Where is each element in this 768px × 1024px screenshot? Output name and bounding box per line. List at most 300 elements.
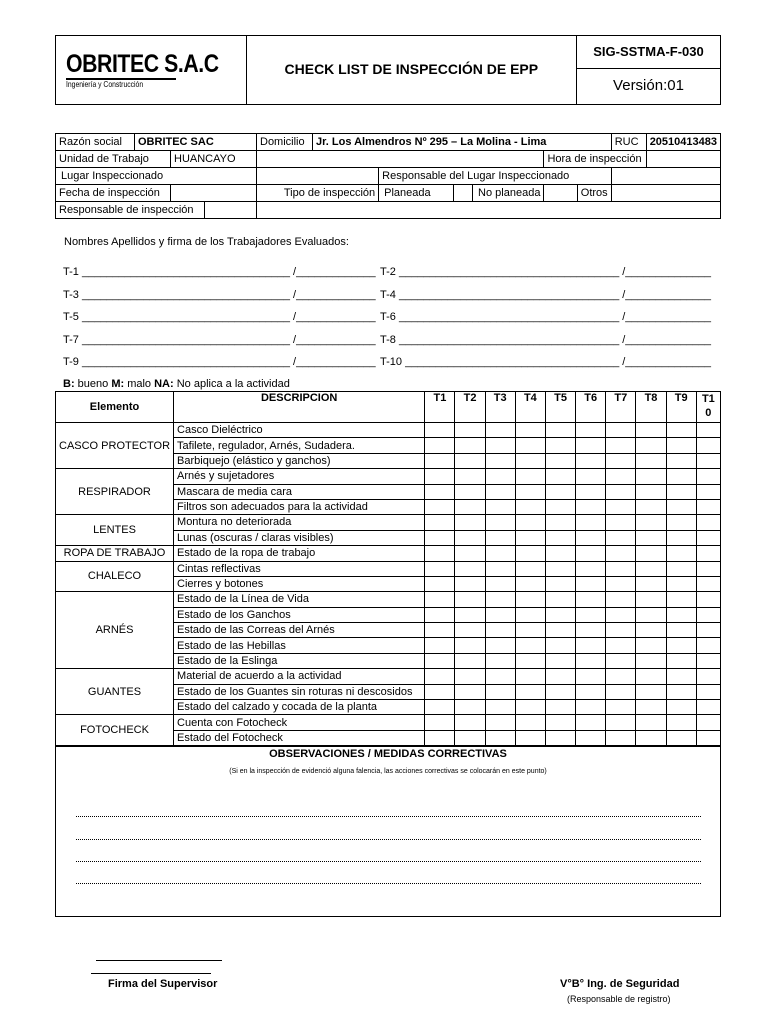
check-cell[interactable] — [636, 499, 666, 514]
check-cell[interactable] — [576, 730, 606, 745]
check-cell[interactable] — [545, 423, 575, 438]
check-cell[interactable] — [515, 669, 545, 684]
check-cell[interactable] — [636, 469, 666, 484]
check-cell[interactable] — [545, 684, 575, 699]
supervisor-signature-line-2[interactable] — [91, 973, 211, 974]
check-cell[interactable] — [696, 515, 720, 530]
description-cell: Barbiquejo (elástico y ganchos) — [174, 453, 425, 468]
check-cell[interactable] — [636, 638, 666, 653]
check-cell[interactable] — [666, 623, 696, 638]
col-t9-header: T9 — [666, 392, 696, 423]
description-cell: Material de acuerdo a la actividad — [174, 669, 425, 684]
check-cell[interactable] — [576, 453, 606, 468]
check-cell[interactable] — [455, 423, 485, 438]
check-cell[interactable] — [545, 653, 575, 668]
description-cell: Estado de las Correas del Arnés — [174, 623, 425, 638]
check-cell[interactable] — [485, 592, 515, 607]
check-cell[interactable] — [576, 469, 606, 484]
hora-field[interactable] — [646, 151, 720, 168]
worker-label: T-4 — [380, 289, 396, 301]
legend-m-text: malo — [124, 378, 155, 390]
check-cell[interactable] — [666, 638, 696, 653]
check-cell[interactable] — [515, 715, 545, 730]
description-cell: Cierres y botones — [174, 576, 425, 591]
check-cell[interactable] — [545, 592, 575, 607]
description-cell: Estado de la Eslinga — [174, 653, 425, 668]
check-cell[interactable] — [425, 469, 455, 484]
resp-insp-label: Responsable de inspección — [56, 202, 205, 218]
check-cell[interactable] — [576, 669, 606, 684]
check-cell[interactable] — [515, 438, 545, 453]
description-cell: Estado de los Guantes sin roturas ni descosidos — [174, 684, 425, 699]
check-cell[interactable] — [696, 607, 720, 622]
check-cell[interactable] — [425, 499, 455, 514]
check-cell[interactable] — [485, 546, 515, 561]
check-cell[interactable] — [425, 546, 455, 561]
check-cell[interactable] — [606, 469, 636, 484]
check-cell[interactable] — [666, 546, 696, 561]
check-cell[interactable] — [545, 546, 575, 561]
check-cell[interactable] — [515, 546, 545, 561]
check-cell[interactable] — [666, 576, 696, 591]
check-cell[interactable] — [515, 469, 545, 484]
unidad-value: HUANCAYO — [174, 152, 236, 165]
vb-safety-label: V°B° Ing. de Seguridad — [560, 978, 680, 990]
element-cell: RESPIRADOR — [56, 469, 174, 515]
resp-lugar-label: Responsable del Lugar Inspeccionado — [379, 168, 612, 185]
description-cell: Montura no deteriorada — [174, 515, 425, 530]
worker-label: T-7 — [63, 334, 79, 346]
inspection-info-table — [55, 133, 721, 219]
check-cell[interactable] — [425, 730, 455, 745]
check-cell[interactable] — [515, 484, 545, 499]
check-cell[interactable] — [606, 561, 636, 576]
check-cell[interactable] — [696, 638, 720, 653]
element-cell: ROPA DE TRABAJO — [56, 546, 174, 561]
check-cell[interactable] — [606, 438, 636, 453]
check-cell[interactable] — [606, 669, 636, 684]
check-cell[interactable] — [576, 653, 606, 668]
check-cell[interactable] — [485, 423, 515, 438]
check-cell[interactable] — [636, 592, 666, 607]
check-cell[interactable] — [696, 561, 720, 576]
worker-label: T-6 — [380, 311, 396, 323]
check-cell[interactable] — [606, 576, 636, 591]
check-cell[interactable] — [636, 700, 666, 715]
check-cell[interactable] — [576, 423, 606, 438]
check-cell[interactable] — [606, 499, 636, 514]
worker-label: T-1 — [63, 266, 79, 278]
check-cell[interactable] — [636, 607, 666, 622]
check-cell[interactable] — [515, 576, 545, 591]
check-cell[interactable] — [666, 592, 696, 607]
check-cell[interactable] — [545, 438, 575, 453]
check-cell[interactable] — [576, 515, 606, 530]
check-cell[interactable] — [485, 623, 515, 638]
check-cell[interactable] — [545, 561, 575, 576]
check-cell[interactable] — [696, 438, 720, 453]
tipo-label: Tipo de inspección — [283, 186, 376, 199]
check-cell[interactable] — [485, 700, 515, 715]
check-cell[interactable] — [666, 423, 696, 438]
element-cell: FOTOCHECK — [56, 715, 174, 746]
check-cell[interactable] — [666, 730, 696, 745]
check-cell[interactable] — [636, 561, 666, 576]
check-cell[interactable] — [545, 499, 575, 514]
check-cell[interactable] — [696, 469, 720, 484]
legend — [63, 378, 290, 390]
check-cell[interactable] — [485, 730, 515, 745]
observation-line[interactable] — [76, 839, 701, 840]
check-cell[interactable] — [455, 530, 485, 545]
check-cell[interactable] — [606, 453, 636, 468]
check-cell[interactable] — [696, 715, 720, 730]
check-cell[interactable] — [636, 546, 666, 561]
check-cell[interactable] — [636, 484, 666, 499]
check-cell[interactable] — [636, 453, 666, 468]
epp-checklist-table — [55, 391, 721, 746]
check-cell[interactable] — [696, 592, 720, 607]
check-cell[interactable] — [455, 638, 485, 653]
check-cell[interactable] — [455, 499, 485, 514]
check-cell[interactable] — [545, 453, 575, 468]
legend-b-text: bueno — [74, 378, 112, 390]
worker-label: T-10 — [380, 356, 403, 368]
description-cell: Estado de los Ganchos — [174, 607, 425, 622]
check-cell[interactable] — [576, 546, 606, 561]
check-cell[interactable] — [636, 730, 666, 745]
check-cell[interactable] — [636, 653, 666, 668]
check-cell[interactable] — [455, 453, 485, 468]
observation-line[interactable] — [76, 816, 701, 817]
col-t3-header: T3 — [485, 392, 515, 423]
check-cell[interactable] — [515, 423, 545, 438]
check-cell[interactable] — [696, 484, 720, 499]
check-cell[interactable] — [576, 684, 606, 699]
document-version: Versión:01 — [577, 69, 721, 105]
check-cell[interactable] — [636, 684, 666, 699]
domicilio-value: Jr. Los Almendros Nº 295 – La Molina - Lima — [313, 134, 612, 151]
element-cell: GUANTES — [56, 669, 174, 715]
check-cell[interactable] — [485, 684, 515, 699]
check-cell[interactable] — [485, 515, 515, 530]
check-cell[interactable] — [576, 438, 606, 453]
domicilio-label: Domicilio — [257, 134, 313, 151]
supervisor-signature-line[interactable] — [96, 960, 222, 961]
no-planeada-label: No planeada — [478, 186, 541, 199]
table-row — [56, 546, 721, 561]
check-cell[interactable] — [696, 730, 720, 745]
check-cell[interactable] — [636, 669, 666, 684]
description-cell: Estado de la Línea de Vida — [174, 592, 425, 607]
col-t8-header: T8 — [636, 392, 666, 423]
check-cell[interactable] — [606, 730, 636, 745]
worker-row-left: T-9 __________________________________ /_____________ — [63, 356, 376, 368]
col-t1-header: T1 — [425, 392, 455, 423]
check-cell[interactable] — [485, 438, 515, 453]
worker-row-left: T-1 __________________________________ /_____________ — [63, 266, 376, 278]
check-cell[interactable] — [666, 438, 696, 453]
razon-social-value: OBRITEC SAC — [135, 134, 257, 151]
check-cell[interactable] — [515, 453, 545, 468]
check-cell[interactable] — [485, 469, 515, 484]
element-cell: ARNÉS — [56, 592, 174, 669]
worker-row-right: T-8 ____________________________________ /______________ — [380, 334, 711, 346]
check-cell[interactable] — [485, 576, 515, 591]
document-title: CHECK LIST DE INSPECCIÓN DE EPP — [246, 36, 576, 105]
check-cell[interactable] — [425, 623, 455, 638]
check-cell[interactable] — [455, 669, 485, 684]
check-cell[interactable] — [696, 423, 720, 438]
description-cell: Estado del Fotocheck — [174, 730, 425, 745]
check-cell[interactable] — [545, 715, 575, 730]
check-cell[interactable] — [606, 715, 636, 730]
unidad-field[interactable] — [257, 151, 544, 168]
check-cell[interactable] — [636, 423, 666, 438]
observation-line[interactable] — [76, 883, 701, 884]
worker-label: T-2 — [380, 266, 396, 278]
worker-row-left: T-3 __________________________________ /_____________ — [63, 289, 376, 301]
check-cell[interactable] — [666, 684, 696, 699]
table-row — [56, 515, 721, 530]
check-cell[interactable] — [515, 623, 545, 638]
check-cell[interactable] — [425, 530, 455, 545]
check-cell[interactable] — [666, 453, 696, 468]
check-cell[interactable] — [576, 576, 606, 591]
check-cell[interactable] — [425, 438, 455, 453]
check-cell[interactable] — [636, 715, 666, 730]
document-code: SIG-SSTMA-F-030 — [577, 36, 721, 69]
check-cell[interactable] — [485, 669, 515, 684]
check-cell[interactable] — [455, 576, 485, 591]
check-cell[interactable] — [425, 607, 455, 622]
observation-line[interactable] — [76, 861, 701, 862]
check-cell[interactable] — [576, 592, 606, 607]
lugar-field[interactable] — [257, 168, 379, 185]
logo-subtitle: Ingeniería y Construcción — [66, 78, 144, 89]
check-cell[interactable] — [515, 561, 545, 576]
check-cell[interactable] — [455, 623, 485, 638]
check-cell[interactable] — [696, 700, 720, 715]
check-cell[interactable] — [425, 715, 455, 730]
check-cell[interactable] — [425, 561, 455, 576]
check-cell[interactable] — [485, 561, 515, 576]
col-t6-header: T6 — [576, 392, 606, 423]
worker-label: T-9 — [63, 356, 79, 368]
check-cell[interactable] — [636, 530, 666, 545]
check-cell[interactable] — [455, 438, 485, 453]
check-cell[interactable] — [666, 561, 696, 576]
check-cell[interactable] — [666, 530, 696, 545]
check-cell[interactable] — [606, 638, 636, 653]
col-elemento-header: Elemento — [56, 392, 174, 423]
check-cell[interactable] — [425, 684, 455, 699]
legend-m: M: — [111, 378, 125, 390]
check-cell[interactable] — [576, 638, 606, 653]
check-cell[interactable] — [485, 715, 515, 730]
check-cell[interactable] — [545, 484, 575, 499]
check-cell[interactable] — [696, 546, 720, 561]
worker-label: T-3 — [63, 289, 79, 301]
check-cell[interactable] — [606, 623, 636, 638]
check-cell[interactable] — [666, 607, 696, 622]
check-cell[interactable] — [576, 623, 606, 638]
check-cell[interactable] — [696, 653, 720, 668]
check-cell[interactable] — [576, 715, 606, 730]
check-cell[interactable] — [545, 730, 575, 745]
check-cell[interactable] — [485, 530, 515, 545]
check-cell[interactable] — [606, 607, 636, 622]
check-cell[interactable] — [425, 484, 455, 499]
check-cell[interactable] — [425, 453, 455, 468]
check-cell[interactable] — [455, 607, 485, 622]
check-cell[interactable] — [515, 607, 545, 622]
check-cell[interactable] — [485, 638, 515, 653]
worker-row-right: T-2 ____________________________________ /______________ — [380, 266, 711, 278]
check-cell[interactable] — [696, 499, 720, 514]
check-cell[interactable] — [515, 515, 545, 530]
check-cell[interactable] — [455, 561, 485, 576]
check-cell[interactable] — [425, 576, 455, 591]
check-cell[interactable] — [515, 700, 545, 715]
ruc-label: RUC — [611, 134, 646, 151]
check-cell[interactable] — [606, 484, 636, 499]
check-cell[interactable] — [576, 530, 606, 545]
check-cell[interactable] — [425, 653, 455, 668]
check-cell[interactable] — [606, 515, 636, 530]
check-cell[interactable] — [696, 576, 720, 591]
check-cell[interactable] — [576, 484, 606, 499]
check-cell[interactable] — [515, 499, 545, 514]
observations-note: (Si en la inspección de evidenció alguna falencia, las acciones correctivas se colocarán en este punto) — [229, 768, 547, 775]
ruc-value: 20510413483 — [646, 134, 720, 151]
description-cell: Cuenta con Fotocheck — [174, 715, 425, 730]
table-row — [56, 469, 721, 484]
description-cell: Casco Dieléctrico — [174, 423, 425, 438]
check-cell[interactable] — [606, 530, 636, 545]
check-cell[interactable] — [576, 499, 606, 514]
check-cell[interactable] — [545, 669, 575, 684]
check-cell[interactable] — [606, 423, 636, 438]
resp-lugar-field[interactable] — [611, 168, 720, 185]
check-cell[interactable] — [545, 700, 575, 715]
check-cell[interactable] — [666, 653, 696, 668]
check-cell[interactable] — [666, 715, 696, 730]
check-cell[interactable] — [545, 607, 575, 622]
check-cell[interactable] — [545, 576, 575, 591]
check-cell[interactable] — [515, 530, 545, 545]
logo-title: OBRITEC S.A.C — [66, 49, 219, 78]
check-cell[interactable] — [455, 592, 485, 607]
legend-b: B: — [63, 378, 75, 390]
table-row — [56, 423, 721, 438]
check-cell[interactable] — [696, 684, 720, 699]
check-cell[interactable] — [666, 515, 696, 530]
check-cell[interactable] — [455, 469, 485, 484]
fecha-label: Fecha de inspección — [56, 185, 171, 201]
check-cell[interactable] — [515, 730, 545, 745]
check-cell[interactable] — [455, 715, 485, 730]
check-cell[interactable] — [485, 484, 515, 499]
legend-na-text: No aplica a la actividad — [173, 378, 290, 390]
check-cell[interactable] — [515, 638, 545, 653]
check-cell[interactable] — [606, 653, 636, 668]
check-cell[interactable] — [606, 684, 636, 699]
description-cell: Mascara de media cara — [174, 484, 425, 499]
worker-row-right: T-10 ___________________________________ /______________ — [380, 356, 711, 368]
check-cell[interactable] — [666, 499, 696, 514]
check-cell[interactable] — [666, 700, 696, 715]
otros-label: Otros — [580, 186, 608, 199]
check-cell[interactable] — [636, 515, 666, 530]
check-cell[interactable] — [576, 700, 606, 715]
check-cell[interactable] — [485, 607, 515, 622]
check-cell[interactable] — [666, 484, 696, 499]
check-cell[interactable] — [636, 623, 666, 638]
check-cell[interactable] — [696, 453, 720, 468]
col-t5-header: T5 — [545, 392, 575, 423]
no-planeada-checkbox[interactable] — [544, 185, 577, 201]
vb-safety-note: (Responsable de registro) — [567, 994, 671, 1004]
worker-row-right: T-4 ____________________________________ /______________ — [380, 289, 711, 301]
check-cell[interactable] — [425, 700, 455, 715]
check-cell[interactable] — [606, 700, 636, 715]
check-cell[interactable] — [606, 546, 636, 561]
check-cell[interactable] — [666, 469, 696, 484]
resp-insp-field[interactable] — [205, 202, 257, 218]
check-cell[interactable] — [455, 700, 485, 715]
fecha-field[interactable] — [171, 185, 257, 201]
check-cell[interactable] — [545, 623, 575, 638]
check-cell[interactable] — [485, 499, 515, 514]
check-cell[interactable] — [455, 684, 485, 699]
check-cell[interactable] — [576, 607, 606, 622]
check-cell[interactable] — [485, 453, 515, 468]
check-cell[interactable] — [696, 530, 720, 545]
description-cell: Arnés y sujetadores — [174, 469, 425, 484]
check-cell[interactable] — [455, 730, 485, 745]
check-cell[interactable] — [425, 669, 455, 684]
check-cell[interactable] — [576, 561, 606, 576]
check-cell[interactable] — [455, 484, 485, 499]
check-cell[interactable] — [696, 623, 720, 638]
check-cell[interactable] — [545, 530, 575, 545]
check-cell[interactable] — [425, 592, 455, 607]
check-cell[interactable] — [606, 592, 636, 607]
check-cell[interactable] — [515, 653, 545, 668]
check-cell[interactable] — [455, 546, 485, 561]
check-cell[interactable] — [455, 515, 485, 530]
col-t4-header: T4 — [515, 392, 545, 423]
check-cell[interactable] — [515, 592, 545, 607]
check-cell[interactable] — [545, 638, 575, 653]
check-cell[interactable] — [425, 638, 455, 653]
check-cell[interactable] — [636, 438, 666, 453]
worker-label: T-5 — [63, 311, 79, 323]
check-cell[interactable] — [455, 653, 485, 668]
check-cell[interactable] — [485, 653, 515, 668]
check-cell[interactable] — [636, 576, 666, 591]
check-cell[interactable] — [515, 684, 545, 699]
check-cell[interactable] — [696, 669, 720, 684]
unidad-label: Unidad de Trabajo — [56, 151, 171, 167]
planeada-checkbox[interactable] — [454, 185, 472, 201]
check-cell[interactable] — [545, 469, 575, 484]
check-cell[interactable] — [666, 669, 696, 684]
check-cell[interactable] — [425, 515, 455, 530]
check-cell[interactable] — [545, 515, 575, 530]
check-cell[interactable] — [425, 423, 455, 438]
